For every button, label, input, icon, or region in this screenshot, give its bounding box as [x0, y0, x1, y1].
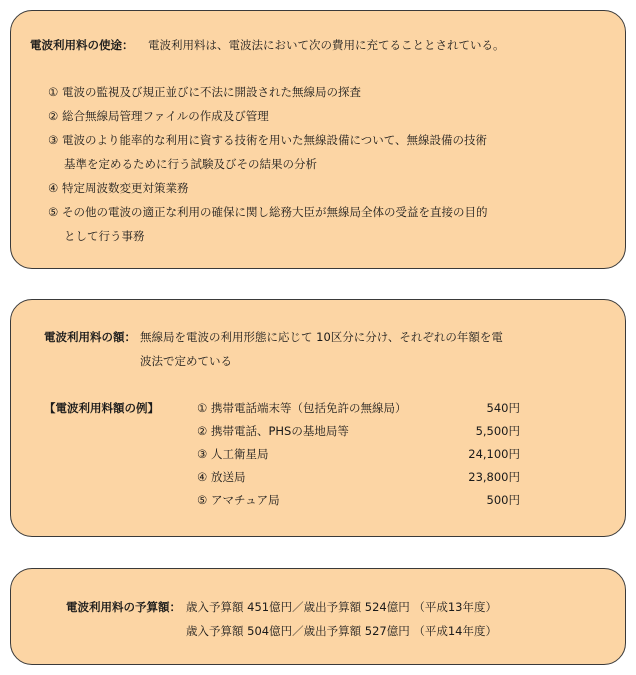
example-name-2: ② 携帯電話、PHSの基地局等 — [197, 424, 349, 438]
example-fee-2: 5,500円 — [475, 424, 520, 438]
usage-item-3-cont: 基準を定めるために行う試験及びその結果の分析 — [64, 157, 317, 171]
examples-label: 【電波利用料額の例】 — [44, 401, 159, 415]
usage-item-5-cont: として行う事務 — [64, 229, 145, 243]
amount-heading: 電波利用料の額： — [44, 330, 136, 344]
budget-line-2: 歳入予算額 504億円／歳出予算額 527億円 （平成14年度） — [186, 624, 497, 638]
example-fee-3: 24,100円 — [468, 447, 520, 461]
usage-intro: 電波利用料は、電波法において次の費用に充てることとされている。 — [148, 38, 505, 52]
example-fee-4: 23,800円 — [468, 470, 520, 484]
usage-item-5: ⑤ その他の電波の適正な利用の確保に関し総務大臣が無線局全体の受益を直接の目的 — [48, 205, 488, 219]
usage-heading: 電波利用料の使途： — [30, 38, 134, 52]
example-name-3: ③ 人工衛星局 — [197, 447, 269, 461]
amount-line-1: 無線局を電波の利用形態に応じて 10区分に分け、それぞれの年額を電 — [140, 330, 503, 344]
usage-item-2: ② 総合無線局管理ファイルの作成及び管理 — [48, 109, 269, 123]
usage-item-3: ③ 電波のより能率的な利用に資する技術を用いた無線設備について、無線設備の技術 — [48, 133, 488, 147]
amount-line-2: 波法で定めている — [140, 354, 232, 368]
example-name-5: ⑤ アマチュア局 — [197, 493, 280, 507]
usage-item-4: ④ 特定周波数変更対策業務 — [48, 181, 189, 195]
example-name-4: ④ 放送局 — [197, 470, 246, 484]
budget-line-1: 歳入予算額 451億円／歳出予算額 524億円 （平成13年度） — [186, 600, 497, 614]
budget-heading: 電波利用料の予算額： — [66, 600, 181, 614]
usage-item-1: ① 電波の監視及び規正並びに不法に開設された無線局の探査 — [48, 85, 361, 99]
example-name-1: ① 携帯電話端末等（包括免許の無線局） — [197, 401, 407, 415]
budget-panel — [10, 568, 626, 665]
example-fee-1: 540円 — [486, 401, 520, 415]
example-fee-5: 500円 — [486, 493, 520, 507]
